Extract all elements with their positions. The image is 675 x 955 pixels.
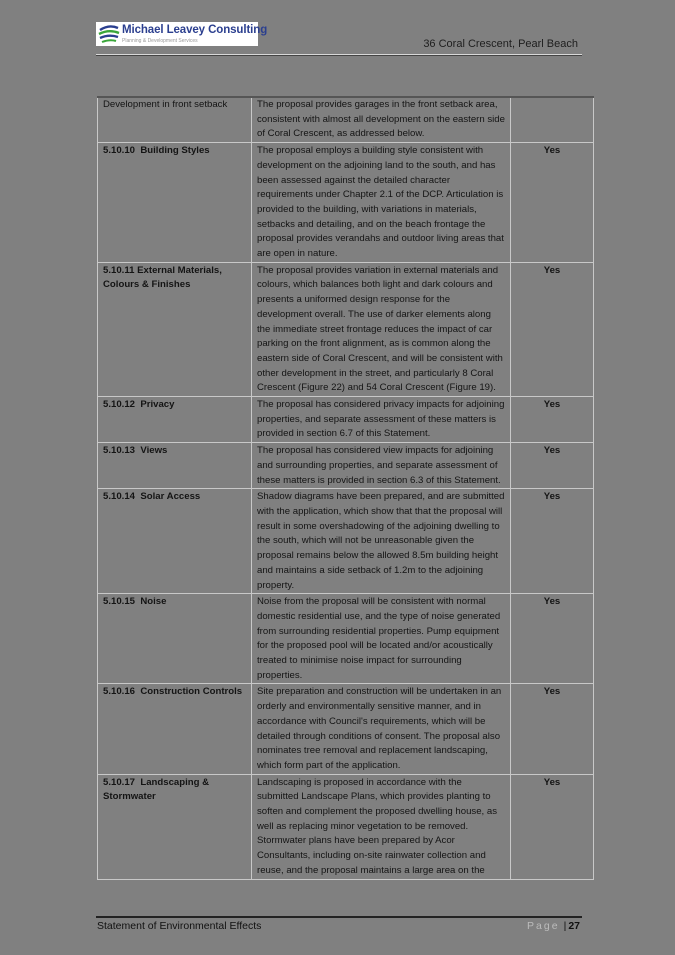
response-cell <box>252 97 511 143</box>
control-topic-cell <box>98 443 252 489</box>
compliance-cell <box>511 97 594 143</box>
response-cell <box>252 262 511 396</box>
control-topic: 5.10.15 Noise <box>103 596 167 608</box>
response-text: Shadow diagrams have been prepared, and are submitted with the application, which show that that the proposal will result in some overshadowing of the adjoining dwelling to the south, which will not be unreasonable given the proposal remains below the allowed 8.5m building height and maintains a side setback of 1.2m to the adjoining property. <box>257 491 505 591</box>
table-row <box>98 489 594 594</box>
compliance-status: Yes <box>543 686 561 698</box>
table-row <box>98 774 594 879</box>
header-divider <box>96 55 582 56</box>
table-row <box>98 262 594 396</box>
response-text: Landscaping is proposed in accordance with the submitted Landscape Plans, which provides planting to soften and complement the proposed dwelling house, as well as replacing minor vegetation to be removed. Stormwater plans have been prepared by Acor Consultants, including on-site rainwater collection and reuse, and the proposal maintains a large area on the <box>257 776 497 876</box>
page-separator: | <box>563 920 567 932</box>
compliance-status: Yes <box>543 491 561 503</box>
control-topic: 5.10.17 Landscaping & Stormwater <box>103 776 212 803</box>
compliance-status: Yes <box>543 445 561 457</box>
compliance-cell <box>511 774 594 879</box>
response-text: The proposal provides variation in external materials and colours, which balances both light and dark colours and presents a uniformed design response for the development overall. The use of darker elements along the immediate street frontage reduces the impact of car parking on the front alignment, as is common along the eastern side of Coral Crescent, and will be consistent with other development in the street, and particularly 8 Coral Crescent (Figure 22) and 54 Coral Crescent (Figure 19). <box>257 264 503 394</box>
control-topic: 5.10.12 Privacy <box>103 399 175 411</box>
swirl-logo-icon <box>98 24 120 44</box>
compliance-cell <box>511 262 594 396</box>
response-text: Site preparation and construction will be undertaken in an orderly and environmentally sensitive manner, and in accordance with Council's requirements, which will be detailed through conditions of consent. The proposal also nominates tree removal and replacement landscaping, which form part of the application. <box>257 686 502 771</box>
response-text: The proposal has considered privacy impacts for adjoining properties, and separate assessment of these matters is provided in section 6.7 of this Statement. <box>257 399 505 440</box>
page-label: Page <box>527 920 560 932</box>
response-cell <box>252 443 511 489</box>
compliance-cell <box>511 684 594 774</box>
table-row <box>98 594 594 684</box>
response-text: The proposal provides garages in the front setback area, consistent with almost all development on the eastern side of Coral Crescent, as addressed below. <box>257 99 505 140</box>
control-topic-cell <box>98 397 252 443</box>
table-top-border <box>97 96 594 98</box>
compliance-status: Yes <box>543 264 561 276</box>
control-topic: 5.10.13 Views <box>103 445 168 457</box>
control-topic: 5.10.14 Solar Access <box>103 491 201 503</box>
response-text: The proposal has considered view impacts for adjoining and surrounding properties, and separate assessment of these matters is provided in section 6.3 of this Statement. <box>257 445 501 486</box>
response-text: Noise from the proposal will be consistent with normal domestic residential use, and the type of noise generated from surrounding residential properties. Pump equipment for the proposed pool will be located and/or acoustically treated to minimise noise impact for surrounding properties. <box>257 596 501 681</box>
compliance-cell <box>511 594 594 684</box>
control-topic: 5.10.10 Building Styles <box>103 145 210 157</box>
table-row <box>98 143 594 263</box>
control-topic: 5.10.11 External Materials, Colours & Finishes <box>103 264 225 291</box>
control-topic-cell <box>98 143 252 263</box>
response-cell <box>252 684 511 774</box>
compliance-status: Yes <box>543 399 561 411</box>
compliance-cell <box>511 489 594 594</box>
compliance-cell <box>511 143 594 263</box>
table-row <box>98 397 594 443</box>
response-cell <box>252 489 511 594</box>
control-topic-cell <box>98 774 252 879</box>
control-topic: 5.10.16 Construction Controls <box>103 686 243 698</box>
footer-divider <box>96 916 582 918</box>
table-row <box>98 97 594 143</box>
control-topic-cell <box>98 262 252 396</box>
compliance-cell <box>511 397 594 443</box>
control-topic-cell <box>98 97 252 143</box>
compliance-status: Yes <box>543 776 561 788</box>
company-logo <box>96 22 268 46</box>
table-row <box>98 684 594 774</box>
response-text: The proposal employs a building style consistent with development on the adjoining land to the south, and has been assessed against the detailed character requirements under Chapter 2.1 of the DCP. Articulation is provided to the building, with variations in materials, setbacks and detailing, and on the beach frontage the proposal provides verandahs and outdoor living areas that are open in nature. <box>257 145 504 260</box>
compliance-status: Yes <box>543 596 561 608</box>
compliance-cell <box>511 443 594 489</box>
control-topic-cell <box>98 684 252 774</box>
footer-document-title: Statement of Environmental Effects <box>97 920 262 932</box>
compliance-table <box>97 96 594 880</box>
control-topic: Development in front setback <box>103 99 228 110</box>
property-address: 36 Coral Crescent, Pearl Beach <box>423 38 578 50</box>
response-cell <box>252 594 511 684</box>
response-cell <box>252 774 511 879</box>
table-row <box>98 443 594 489</box>
logo-company-name: Michael Leavey Consulting <box>122 24 268 36</box>
logo-tagline: Planning & Development Services <box>122 38 198 44</box>
control-topic-cell <box>98 594 252 684</box>
page-header <box>96 22 578 54</box>
response-cell <box>252 143 511 263</box>
compliance-status: Yes <box>543 145 561 157</box>
page-indicator <box>527 920 580 932</box>
control-topic-cell <box>98 489 252 594</box>
page-number: 27 <box>568 920 580 932</box>
response-cell <box>252 397 511 443</box>
